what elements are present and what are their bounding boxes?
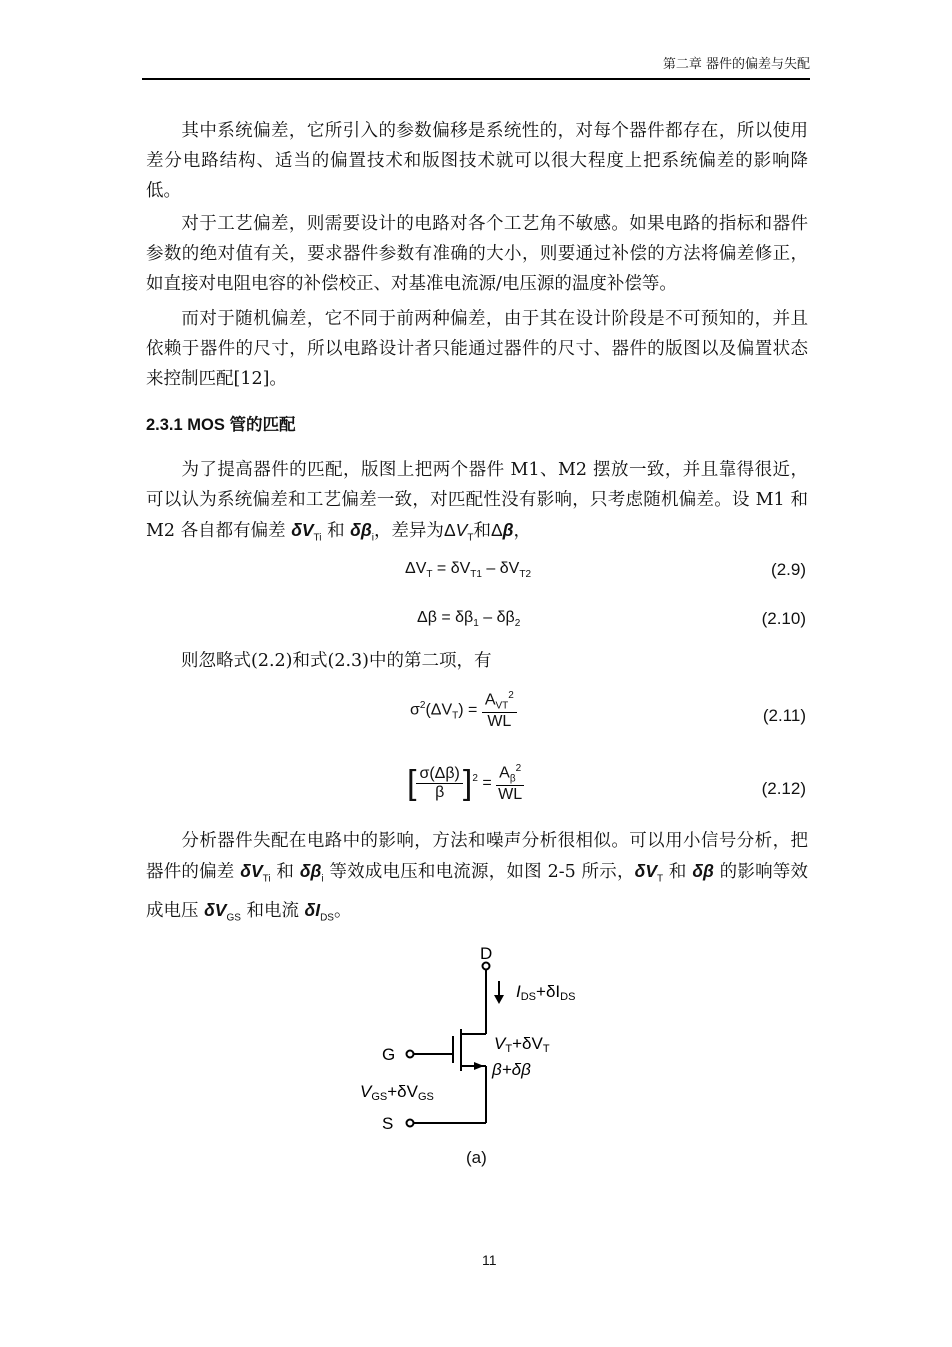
- drain-terminal: [483, 963, 490, 970]
- equation-2-9: $\Delta V_T = \delta V_{T1} - \delta V_{T2}$: [405, 560, 532, 581]
- section-heading: 2.3.1 MOS 管的匹配: [146, 416, 296, 434]
- label-vt: VT+δVT: [494, 1034, 550, 1055]
- mos-circuit-figure: [340, 935, 620, 1145]
- label-vgs: VGS+δVGS: [360, 1082, 434, 1103]
- paragraph-5: 则忽略式(2.2)和式(2.3)中的第二项，有: [181, 651, 492, 671]
- equation-number-2-11: (2.11): [762, 706, 806, 725]
- source-arrow-icon: [474, 1062, 484, 1070]
- paragraph-6: 分析器件失配在电路中的影响，方法和噪声分析很相似。可以用小信号分析，把器件的偏差 $\delta V_{Ti}$ 和 $\delta\beta_i$ 等效成电压和电流源，如图 2-5 所示，$\delta V_T$ 和 δβ 的影响等效成电压 $\delta V_{GS}$ 和电流 $\delta I_{DS}$。: [146, 831, 808, 923]
- equation-number-2-10: (2.10): [761, 609, 806, 628]
- paragraph-4: 为了提高器件的匹配，版图上把两个器件 M1、M2 摆放一致，并且靠得很近，可以认为系统偏差和工艺偏差一致，对匹配性没有影响，只考虑随机偏差。设 M1 和 M2 各自都有偏差 $\delta V_{Ti}$ 和 $\delta\beta_i$，差异为$\Delta V_T$和Δβ，: [146, 460, 808, 544]
- label-s: S: [382, 1114, 394, 1133]
- paragraph-2: 对于工艺偏差，则需要设计的电路对各个工艺角不敏感。如果电路的指标和器件参数的绝对值有关，要求器件参数有准确的大小，则要通过补偿的方法将偏差修正，如直接对电阻电容的补偿校正、对基准电流源/电压源的温度补偿等。: [146, 214, 808, 294]
- page-header: [142, 56, 810, 80]
- equation-2-11: $\sigma^2(\Delta V_T)$ = $\frac{A_{VT}^2}{WL}$: [410, 690, 517, 731]
- figure-caption: (a): [466, 1148, 487, 1167]
- header-text: 第二章 器件的偏差与失配: [662, 57, 810, 72]
- fraction: $\frac{A_{VT}^2}{WL}$: [482, 690, 517, 731]
- fraction: $\frac{A_\beta^2}{WL}$: [498, 763, 523, 803]
- label-beta: β+δβ: [492, 1060, 531, 1079]
- fraction: $\frac{\sigma(\Delta\beta)}{\beta}$: [416, 765, 462, 802]
- paragraph-1: 其中系统偏差，它所引入的参数偏移是系统性的，对每个器件都存在，所以使用差分电路结构、适当的偏置技术和版图技术就可以很大程度上把系统偏差的影响降低。: [146, 121, 808, 201]
- paragraph-3: 而对于随机偏差，它不同于前两种偏差，由于其在设计阶段是不可预知的，并且依赖于器件的尺寸，所以电路设计者只能通过器件的尺寸、器件的版图以及偏置状态来控制匹配[12]。: [146, 309, 808, 389]
- equation-number-2-9: (2.9): [771, 560, 806, 579]
- label-g: G: [382, 1045, 396, 1064]
- equation-number-2-12: (2.12): [761, 779, 806, 798]
- page-number: 11: [482, 1252, 497, 1268]
- label-d: D: [480, 944, 493, 963]
- source-terminal: [407, 1120, 414, 1127]
- gate-terminal: [407, 1051, 414, 1058]
- label-ids: IDS+δIDS: [516, 982, 576, 1003]
- equation-2-12: [ $\frac{\sigma(\Delta\beta)}{\beta}$ ]$^2$ = $\frac{A_\beta^2}{WL}$: [407, 763, 523, 803]
- equation-2-10: $\Delta\beta = \delta\beta_1 - \delta\beta_2$: [417, 609, 521, 630]
- current-arrow-icon: [494, 995, 504, 1004]
